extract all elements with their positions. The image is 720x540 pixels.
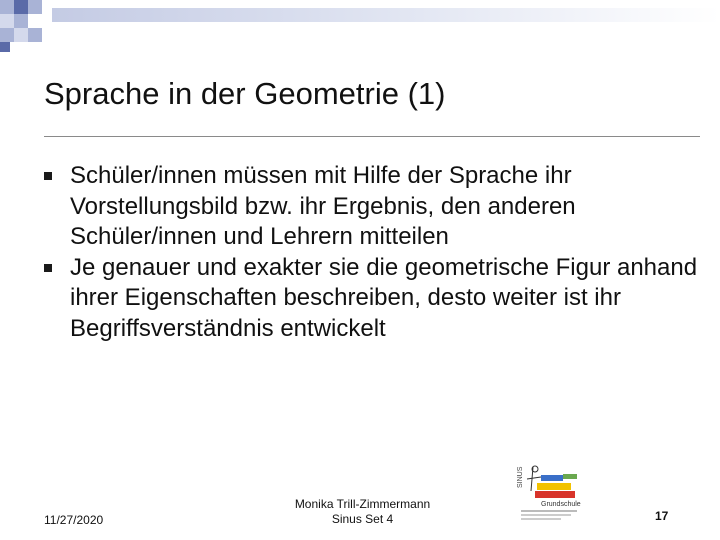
bullet-text: Schüler/innen müssen mit Hilfe der Sprache ihr Vorstellungsbild bzw. ihr Ergebnis, den anderen Schüler/innen und Lehrern mitteilen bbox=[70, 162, 576, 250]
logo-label: Grundschule bbox=[541, 501, 581, 508]
bullet-text: Je genauer und exakter sie die geometrische Figur anhand ihrer Eigenschaften beschreiben, desto weiter ist ihr Begriffsverständnis entwickelt bbox=[70, 253, 698, 342]
footer-author-block bbox=[280, 497, 445, 527]
header-gradient-band bbox=[52, 8, 720, 22]
sinus-logo-icon bbox=[507, 461, 593, 527]
page-number: 17 bbox=[655, 509, 669, 523]
logo-graphic bbox=[507, 461, 593, 527]
footer-date: 11/27/2020 bbox=[44, 513, 104, 527]
square-bullet-icon bbox=[44, 264, 52, 272]
footer-author: Monika Trill-Zimmermann bbox=[294, 497, 431, 511]
bullet-item bbox=[44, 161, 704, 253]
svg-text:SINUS: SINUS bbox=[517, 466, 524, 488]
footer-subtitle: Sinus Set 4 bbox=[331, 512, 394, 526]
slide-title: Sprache in der Geometrie (1) bbox=[44, 76, 446, 111]
bullet-item bbox=[44, 253, 704, 345]
title-divider bbox=[44, 136, 700, 137]
bullet-list bbox=[44, 161, 704, 344]
square-bullet-icon bbox=[44, 172, 52, 180]
